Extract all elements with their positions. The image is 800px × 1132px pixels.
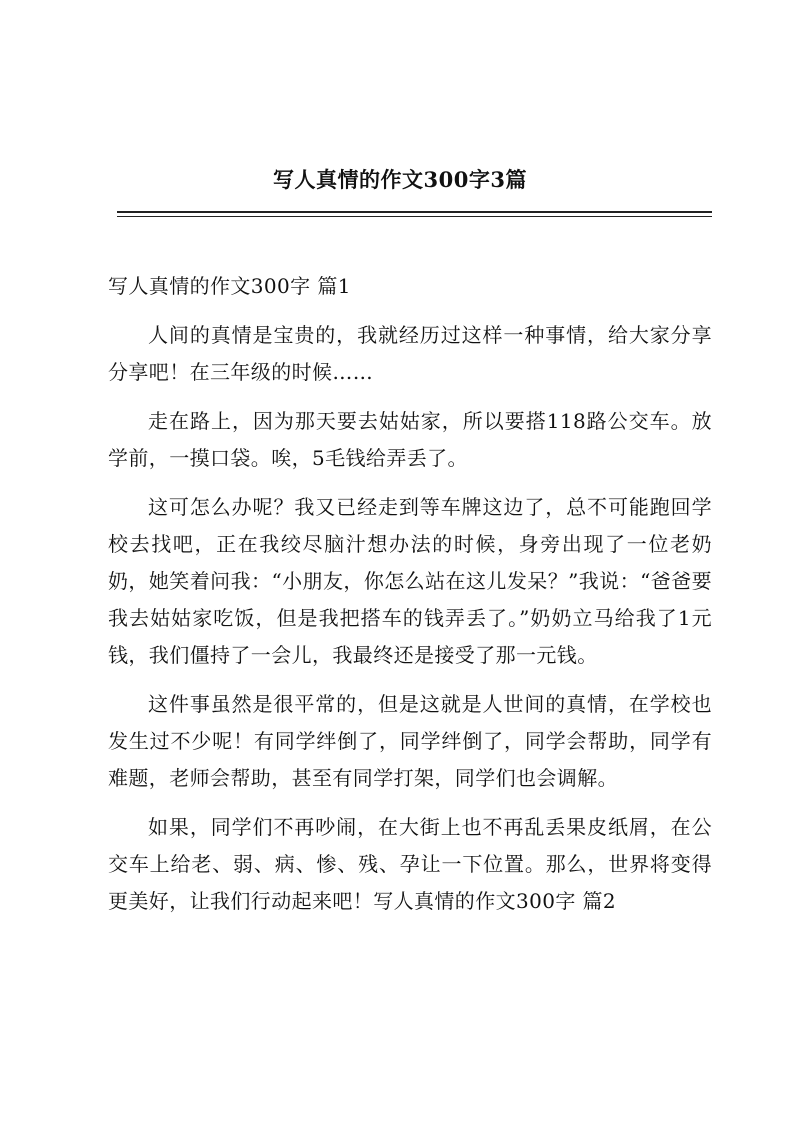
paragraph: 如果，同学们不再吵闹，在大街上也不再乱丢果皮纸屑，在公交车上给老、弱、病、惨、残、孕让一下位置。那么，世界将变得更美好，让我们行动起来吧！写人真情的作文300字 篇2 — [108, 815, 712, 913]
paragraph: 这可怎么办呢？我又已经走到等车牌这边了，总不可能跑回学校去找吧，正在我绞尽脑汁想办法的时候，身旁出现了一位老奶奶，她笑着问我：“小朋友，你怎么站在这儿发呆？”我说：“爸爸要我去姑姑家吃饭，但是我把搭车的钱弄丢了。”奶奶立马给我了1元钱，我们僵持了一会儿，我最终还是接受了那一元钱。 — [108, 495, 712, 667]
paragraph: 人间的真情是宝贵的，我就经历过这样一种事情，给大家分享分享吧！在三年级的时候…… — [108, 323, 712, 384]
title-rule-thick — [117, 211, 712, 213]
section-heading: 写人真情的作文300字 篇1 — [108, 274, 351, 298]
document-body — [108, 268, 712, 932]
document-title: 写人真情的作文300字3篇 — [273, 167, 527, 192]
paragraph: 这件事虽然是很平常的，但是这就是人世间的真情，在学校也发生过不少呢！有同学绊倒了，同学绊倒了，同学会帮助，同学有难题，老师会帮助，甚至有同学打架，同学们也会调解。 — [108, 692, 712, 790]
paragraph: 走在路上，因为那天要去姑姑家，所以要搭118路公交车。放学前，一摸口袋。唉，5毛钱给弄丢了。 — [108, 409, 712, 470]
title-rule-thin — [117, 216, 712, 217]
